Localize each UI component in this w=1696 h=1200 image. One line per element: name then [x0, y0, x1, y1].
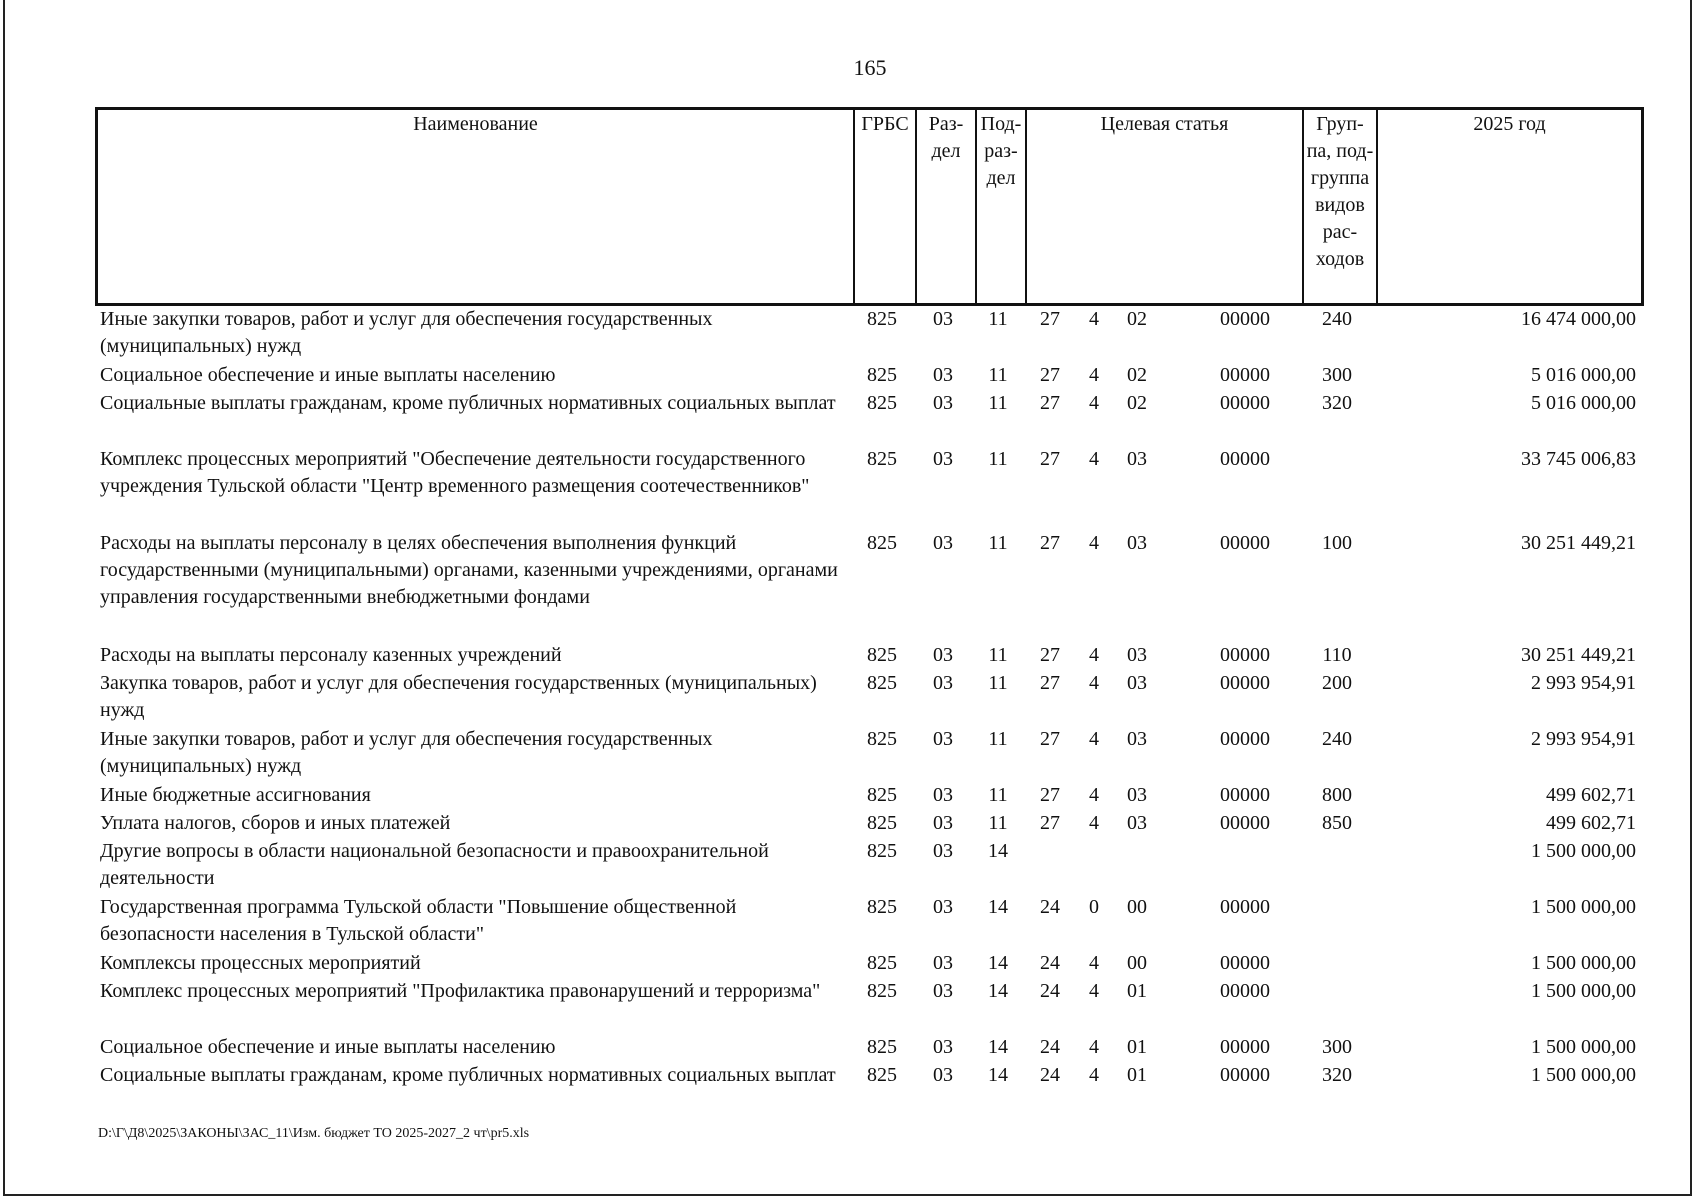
cell-target-program: 27 [1040, 308, 1060, 330]
cell-target-structure: 03 [1127, 784, 1147, 806]
cell-expense-group: 100 [1322, 532, 1352, 554]
page-number: 165 [853, 55, 887, 80]
cell-target-direction: 00000 [1220, 672, 1270, 694]
cell-podrazdel: 14 [988, 1036, 1008, 1058]
cell-target-program: 24 [1040, 1064, 1060, 1086]
cell-name: Комплексы процессных мероприятий [100, 952, 421, 974]
cell-target-structure: 01 [1127, 1036, 1147, 1058]
cell-expense-group: 800 [1322, 784, 1352, 806]
cell-target-type: 4 [1089, 532, 1099, 554]
cell-podrazdel: 11 [988, 364, 1008, 386]
cell-expense-group: 320 [1322, 1064, 1352, 1086]
cell-target-structure: 03 [1127, 672, 1147, 694]
cell-name: Социальные выплаты гражданам, кроме публичных нормативных социальных выплат [100, 1064, 836, 1086]
cell-expense-group: 320 [1322, 392, 1352, 414]
cell-podrazdel: 11 [988, 392, 1008, 414]
cell-razdel: 03 [933, 812, 953, 834]
cell-amount: 1 500 000,00 [1531, 1036, 1636, 1058]
cell-amount: 5 016 000,00 [1531, 364, 1636, 386]
cell-name: Социальное обеспечение и иные выплаты населению [100, 1036, 556, 1058]
cell-target-program: 27 [1040, 728, 1060, 750]
cell-name: Комплекс процессных мероприятий "Обеспечение деятельности государственного учреждения Тульской области "Центр временного размещения соотечественников" [100, 448, 810, 497]
cell-podrazdel: 11 [988, 448, 1008, 470]
cell-target-direction: 00000 [1220, 728, 1270, 750]
cell-target-type: 4 [1089, 364, 1099, 386]
cell-podrazdel: 11 [988, 532, 1008, 554]
cell-podrazdel: 14 [988, 896, 1008, 918]
cell-target-direction: 00000 [1220, 448, 1270, 470]
cell-expense-group: 300 [1322, 1036, 1352, 1058]
cell-grbs: 825 [867, 728, 897, 750]
cell-podrazdel: 11 [988, 784, 1008, 806]
cell-target-type: 4 [1089, 1036, 1099, 1058]
cell-amount: 2 993 954,91 [1531, 672, 1636, 694]
cell-target-direction: 00000 [1220, 784, 1270, 806]
cell-amount: 1 500 000,00 [1531, 840, 1636, 862]
cell-grbs: 825 [867, 952, 897, 974]
cell-amount: 5 016 000,00 [1531, 392, 1636, 414]
cell-grbs: 825 [867, 672, 897, 694]
cell-target-program: 27 [1040, 784, 1060, 806]
cell-name: Закупка товаров, работ и услуг для обеспечения государственных (муниципальных) нужд [100, 672, 817, 721]
cell-target-direction: 00000 [1220, 896, 1270, 918]
header-group-label: Груп- па, под- группа видов рас- ходов [1306, 113, 1374, 270]
cell-target-structure: 03 [1127, 532, 1147, 554]
cell-razdel: 03 [933, 392, 953, 414]
cell-name: Расходы на выплаты персоналу в целях обеспечения выполнения функций государственными (муниципальными) органами, казенными учреждениями, органами управления государственными внебюджетными фондами [100, 532, 838, 608]
cell-razdel: 03 [933, 644, 953, 666]
cell-name: Социальное обеспечение и иные выплаты населению [100, 364, 556, 386]
cell-name: Иные закупки товаров, работ и услуг для обеспечения государственных (муниципальных) нужд [100, 728, 713, 777]
cell-target-program: 27 [1040, 644, 1060, 666]
cell-target-structure: 03 [1127, 448, 1147, 470]
cell-razdel: 03 [933, 532, 953, 554]
cell-name: Расходы на выплаты персоналу казенных учреждений [100, 644, 562, 666]
cell-target-direction: 00000 [1220, 308, 1270, 330]
cell-target-direction: 00000 [1220, 812, 1270, 834]
cell-target-type: 4 [1089, 784, 1099, 806]
cell-podrazdel: 11 [988, 644, 1008, 666]
cell-amount: 1 500 000,00 [1531, 1064, 1636, 1086]
cell-name: Иные закупки товаров, работ и услуг для обеспечения государственных (муниципальных) нужд [100, 308, 713, 357]
header-group [1304, 110, 1376, 303]
cell-target-structure: 03 [1127, 728, 1147, 750]
cell-target-type: 4 [1089, 448, 1099, 470]
cell-grbs: 825 [867, 308, 897, 330]
cell-razdel: 03 [933, 840, 953, 862]
cell-target-program: 27 [1040, 364, 1060, 386]
cell-target-structure: 02 [1127, 392, 1147, 414]
cell-podrazdel: 11 [988, 728, 1008, 750]
cell-name: Государственная программа Тульской области "Повышение общественной безопасности населения в Тульской области" [100, 896, 737, 945]
table-header [95, 107, 1644, 306]
cell-razdel: 03 [933, 784, 953, 806]
cell-target-program: 27 [1040, 392, 1060, 414]
cell-target-program: 24 [1040, 980, 1060, 1002]
cell-grbs: 825 [867, 448, 897, 470]
header-grbs [855, 110, 915, 303]
cell-grbs: 825 [867, 812, 897, 834]
cell-target-program: 27 [1040, 532, 1060, 554]
cell-grbs: 825 [867, 840, 897, 862]
cell-target-direction: 00000 [1220, 952, 1270, 974]
cell-podrazdel: 11 [988, 812, 1008, 834]
cell-target-direction: 00000 [1220, 392, 1270, 414]
cell-amount: 33 745 006,83 [1521, 448, 1636, 470]
cell-grbs: 825 [867, 532, 897, 554]
cell-target-program: 27 [1040, 448, 1060, 470]
cell-amount: 30 251 449,21 [1521, 644, 1636, 666]
cell-podrazdel: 14 [988, 1064, 1008, 1086]
cell-target-structure: 01 [1127, 1064, 1147, 1086]
cell-grbs: 825 [867, 644, 897, 666]
cell-expense-group: 200 [1322, 672, 1352, 694]
cell-razdel: 03 [933, 896, 953, 918]
header-podrazdel-label: Под- раз- дел [980, 113, 1022, 189]
cell-target-structure: 01 [1127, 980, 1147, 1002]
cell-target-structure: 03 [1127, 644, 1147, 666]
header-razdel [917, 110, 975, 303]
cell-grbs: 825 [867, 784, 897, 806]
cell-target-type: 4 [1089, 644, 1099, 666]
cell-name: Уплата налогов, сборов и иных платежей [100, 812, 451, 834]
cell-podrazdel: 14 [988, 980, 1008, 1002]
cell-name: Иные бюджетные ассигнования [100, 784, 371, 806]
cell-target-type: 4 [1089, 672, 1099, 694]
cell-amount: 499 602,71 [1546, 812, 1636, 834]
cell-name: Социальные выплаты гражданам, кроме публичных нормативных социальных выплат [100, 392, 836, 414]
cell-razdel: 03 [933, 672, 953, 694]
cell-grbs: 825 [867, 1036, 897, 1058]
cell-target-direction: 00000 [1220, 980, 1270, 1002]
cell-target-type: 4 [1089, 1064, 1099, 1086]
cell-target-program: 24 [1040, 952, 1060, 974]
cell-target-direction: 00000 [1220, 644, 1270, 666]
header-podrazdel [977, 110, 1025, 303]
cell-podrazdel: 14 [988, 952, 1008, 974]
cell-target-type: 0 [1089, 896, 1099, 918]
header-name [98, 110, 853, 303]
cell-expense-group: 300 [1322, 364, 1352, 386]
header-name-label: Наименование [413, 113, 538, 135]
cell-amount: 30 251 449,21 [1521, 532, 1636, 554]
cell-target-type: 4 [1089, 308, 1099, 330]
cell-expense-group: 110 [1322, 644, 1352, 666]
cell-razdel: 03 [933, 308, 953, 330]
cell-name: Другие вопросы в области национальной безопасности и правоохранительной деятельности [100, 840, 769, 889]
cell-name: Комплекс процессных мероприятий "Профилактика правонарушений и терроризма" [100, 980, 821, 1002]
cell-podrazdel: 11 [988, 308, 1008, 330]
header-grbs-label: ГРБС [861, 113, 909, 135]
cell-target-direction: 00000 [1220, 364, 1270, 386]
cell-razdel: 03 [933, 728, 953, 750]
cell-target-type: 4 [1089, 812, 1099, 834]
cell-razdel: 03 [933, 980, 953, 1002]
cell-grbs: 825 [867, 392, 897, 414]
file-path: D:\Г\Д8\2025\ЗАКОНЫ\ЗАС_11\Изм. бюджет ТО 2025-2027_2 чт\pr5.xls [98, 1126, 530, 1141]
header-razdel-label: Раз- дел [928, 113, 964, 162]
cell-razdel: 03 [933, 364, 953, 386]
cell-grbs: 825 [867, 980, 897, 1002]
cell-amount: 2 993 954,91 [1531, 728, 1636, 750]
cell-target-structure: 02 [1127, 364, 1147, 386]
cell-target-program: 24 [1040, 1036, 1060, 1058]
cell-grbs: 825 [867, 896, 897, 918]
cell-target-structure: 02 [1127, 308, 1147, 330]
cell-target-direction: 00000 [1220, 1064, 1270, 1086]
cell-expense-group: 240 [1322, 308, 1352, 330]
cell-target-program: 27 [1040, 672, 1060, 694]
header-target [1027, 110, 1302, 303]
cell-expense-group: 240 [1322, 728, 1352, 750]
cell-razdel: 03 [933, 448, 953, 470]
cell-amount: 499 602,71 [1546, 784, 1636, 806]
cell-target-direction: 00000 [1220, 1036, 1270, 1058]
cell-target-structure: 00 [1127, 896, 1147, 918]
cell-podrazdel: 11 [988, 672, 1008, 694]
cell-amount: 16 474 000,00 [1521, 308, 1636, 330]
cell-target-type: 4 [1089, 392, 1099, 414]
cell-razdel: 03 [933, 952, 953, 974]
header-year-label: 2025 год [1473, 113, 1546, 135]
cell-amount: 1 500 000,00 [1531, 896, 1636, 918]
cell-amount: 1 500 000,00 [1531, 952, 1636, 974]
cell-target-structure: 00 [1127, 952, 1147, 974]
cell-target-program: 24 [1040, 896, 1060, 918]
cell-target-type: 4 [1089, 952, 1099, 974]
cell-target-type: 4 [1089, 980, 1099, 1002]
cell-target-structure: 03 [1127, 812, 1147, 834]
cell-razdel: 03 [933, 1064, 953, 1086]
header-target-label: Целевая статья [1100, 113, 1229, 135]
cell-grbs: 825 [867, 1064, 897, 1086]
cell-amount: 1 500 000,00 [1531, 980, 1636, 1002]
cell-grbs: 825 [867, 364, 897, 386]
cell-target-program: 27 [1040, 812, 1060, 834]
cell-podrazdel: 14 [988, 840, 1008, 862]
cell-target-direction: 00000 [1220, 532, 1270, 554]
cell-razdel: 03 [933, 1036, 953, 1058]
cell-target-type: 4 [1089, 728, 1099, 750]
cell-expense-group: 850 [1322, 812, 1352, 834]
header-year [1378, 110, 1641, 303]
